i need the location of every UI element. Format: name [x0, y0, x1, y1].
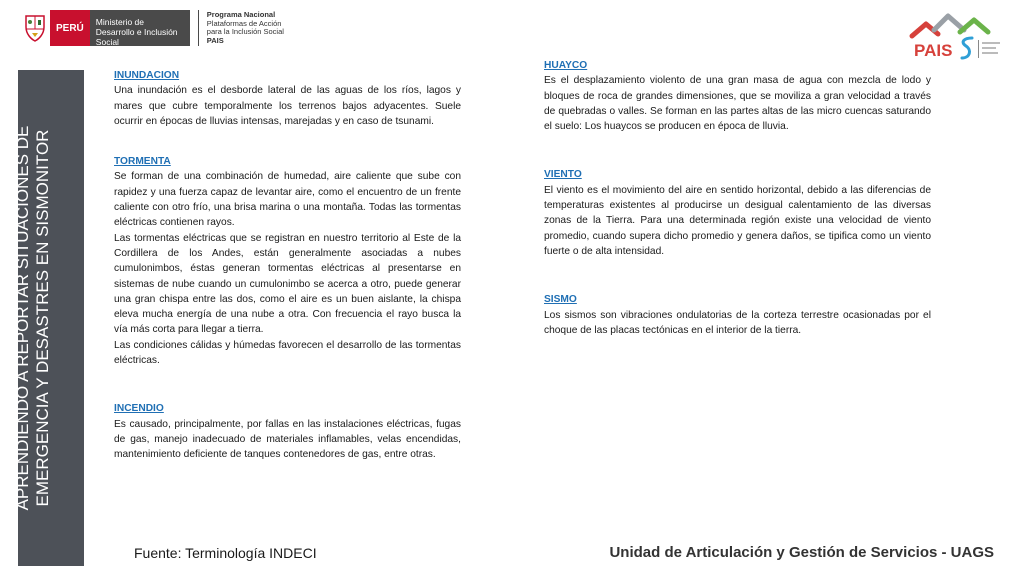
program-line: PAIS: [206, 35, 224, 45]
term-definition: Los sismos son vibraciones ondulatorias de la corteza terrestre ocasionadas por el choque de las placas tectónicas en el interior de la tierra.: [544, 309, 931, 336]
terms-right-column: [544, 58, 931, 338]
term-title: TORMENTA: [114, 156, 171, 168]
gov-logo: [20, 10, 297, 46]
term-block: [544, 292, 931, 338]
program-name: [198, 10, 297, 46]
term-title: INCENDIO: [114, 403, 164, 415]
program-line: para la Inclusión Social: [206, 27, 284, 36]
term-block: [544, 58, 931, 134]
term-title: SISMO: [544, 294, 577, 306]
terms-left-column: [114, 68, 461, 463]
unit-name: Unidad de Articulación y Gestión de Servicios - UAGS: [609, 544, 994, 561]
coat-of-arms-icon: [20, 10, 50, 46]
ministry-name: Ministerio de Desarrollo e Inclusión Social: [90, 10, 190, 46]
term-block: [114, 154, 461, 368]
pais-logo-text: PAIS: [914, 41, 953, 60]
term-definition: Se forman de una combinación de humedad, aire caliente que sube con rapidez y una fuerza capaz de levantar aire, como el encuentro de un frente caliente con otro frío, una brisa marina o una montaña. Todas las tormentas eléctricas contienen rayos.: [114, 171, 461, 229]
program-line: Programa Nacional: [206, 10, 276, 19]
page-title: [13, 98, 53, 538]
term-title: INUNDACION: [114, 70, 180, 81]
peru-label: PERÚ: [50, 10, 90, 46]
source-note: Fuente: Terminología INDECI: [134, 545, 317, 561]
term-block: [544, 167, 931, 259]
term-title: HUAYCO: [544, 60, 588, 71]
term-definition: Las condiciones cálidas y húmedas favorecen el desarrollo de las tormentas eléctricas.: [114, 339, 461, 367]
program-line: Plataformas de Acción: [206, 18, 282, 28]
term-title: VIENTO: [544, 169, 582, 181]
term-block: [114, 68, 461, 129]
term-definition: El viento es el movimiento del aire en sentido horizontal, debido a las diferencias de temperaturas existentes al producirse un desigual calentamiento de las diversas zonas de la Tierra. Para una determinada región existe una velocidad de viento promedio, cuando supera dicho promedio y genera daños, se tipifica como un viento fuerte o de alta intensidad.: [544, 184, 931, 257]
term-definition: Es causado, principalmente, por fallas en las instalaciones eléctricas, fugas de gas, manejo inadecuado de materiales inflamables, velas encendidas, mantenimiento deficiente de tanques contenedores de gas, entre otras.: [114, 418, 461, 461]
term-block: [114, 401, 461, 462]
term-definition: Es el desplazamiento violento de una gran masa de agua con mezcla de lodo y bloques de roca de grandes dimensiones, que se moviliza a gran velocidad a través de quebradas o valles. Se forman en las partes altas de las micro cuencas saturando el suelo: Los huaycos se producen en época de lluvia.: [544, 75, 931, 133]
pais-logo: [908, 10, 1008, 60]
title-line: EMERGENCIA Y DESASTRES EN SISMONITOR: [33, 129, 52, 507]
title-line: APRENDIENDO A REPORTAR SITUACIONES DE: [13, 125, 32, 511]
term-definition: Las tormentas eléctricas que se registran en nuestro territorio al Este de la Cordillera de los Andes, están generalmente asociadas a nubes cumulonimbos, éstas generan tormentas eléctricas al presentarse en sistemas de nube cuando un cumulonimbo se acerca a otro, puede generar una gran chispa entre las dos, como el aire es un buen aislante, la chispa eleva mucha energía de una nube a otra. Con frecuencia el rayo busca la vía más corta para llegar a tierra.: [114, 232, 461, 336]
term-definition: Una inundación es el desborde lateral de las aguas de los ríos, lagos y mares que cubre temporalmente los terrenos bajos adyacentes. Suele ocurrir en épocas de lluvias intensas, marejadas y en caso de tsunami.: [114, 85, 461, 127]
